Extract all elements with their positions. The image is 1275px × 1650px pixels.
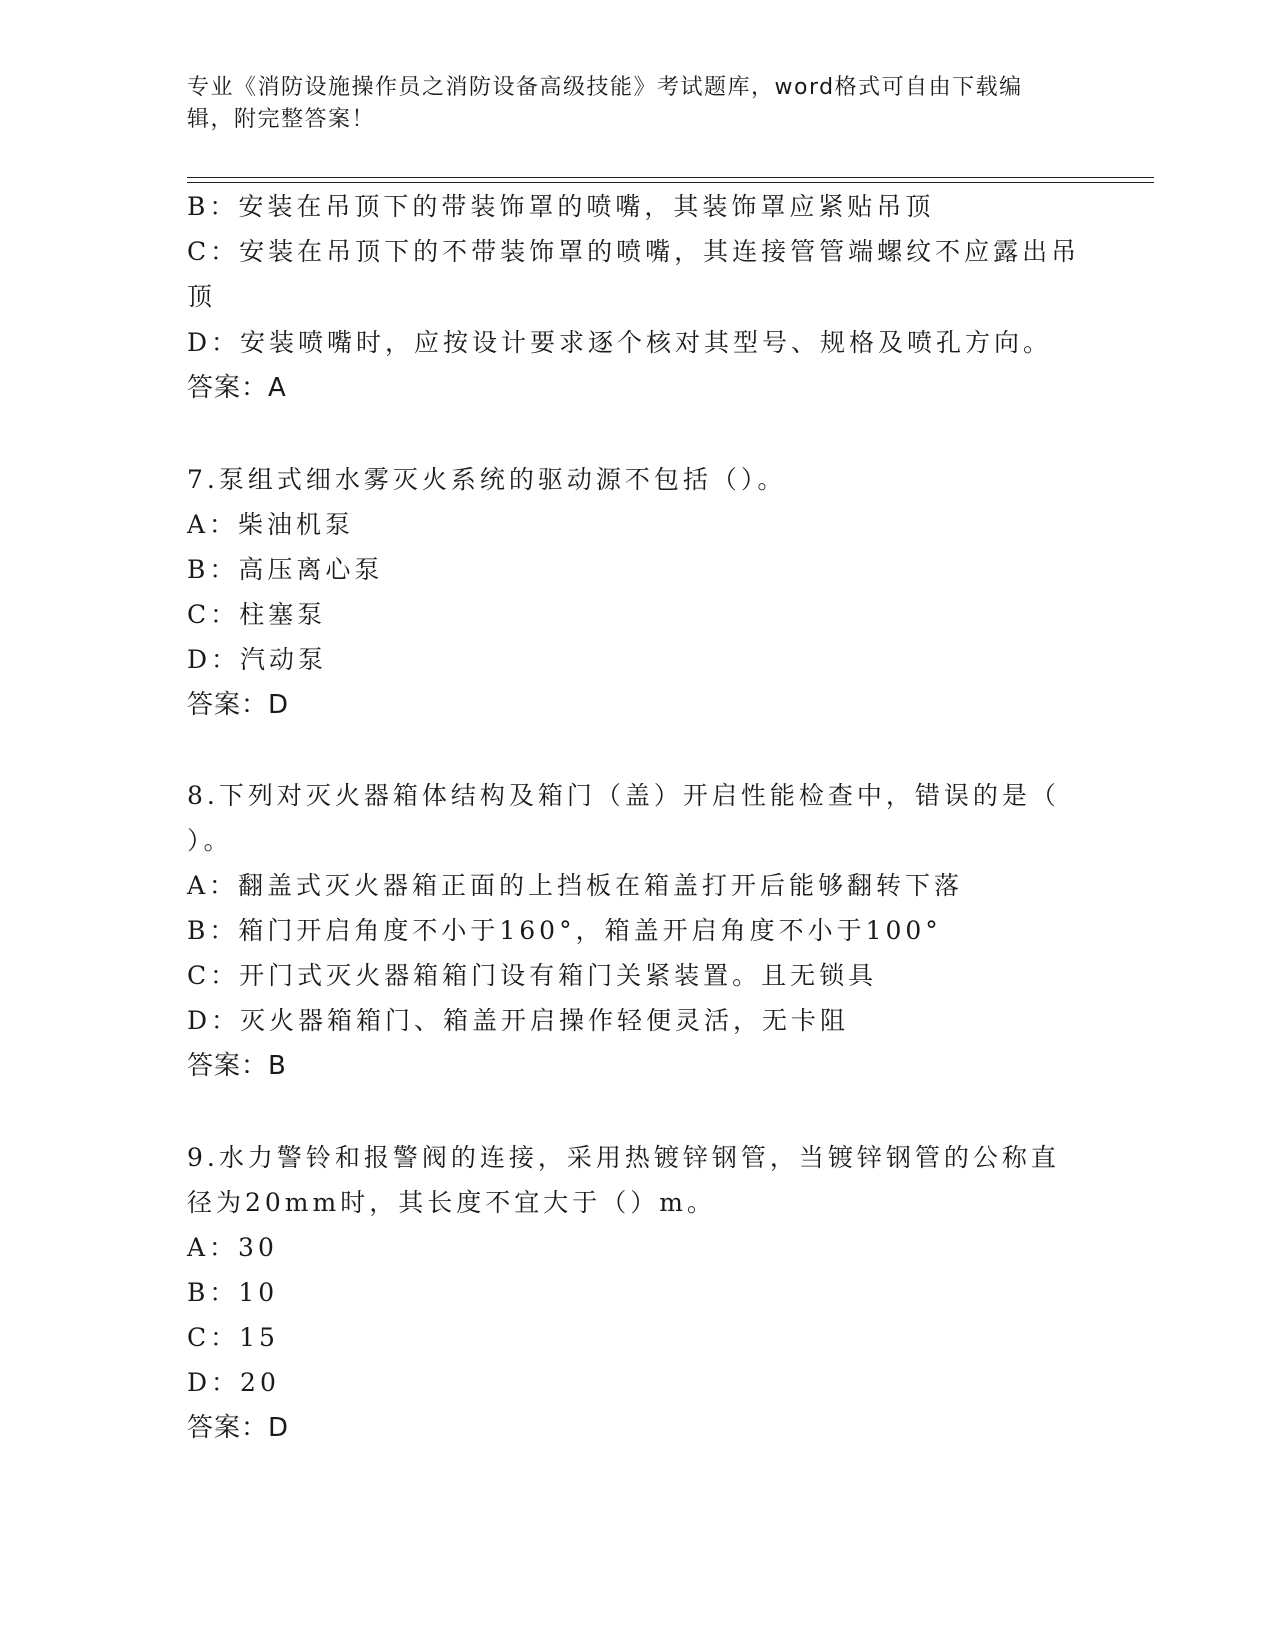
- q6-option-c-wrap: 顶: [187, 282, 217, 311]
- q9-question: 9.水力警铃和报警阀的连接，采用热镀锌钢管，当镀锌钢管的公称直: [187, 1143, 1060, 1172]
- q9-answer: 答案：D: [187, 1413, 290, 1443]
- q7-option-c: C：柱塞泵: [187, 600, 327, 629]
- q8-option-c: C：开门式灭火器箱箱门设有箱门关紧装置。且无锁具: [187, 961, 878, 990]
- q9-question-wrap: 径为20mm时，其长度不宜大于（）m。: [187, 1188, 716, 1217]
- header-rule-bottom: [187, 182, 1154, 183]
- q7-option-d: D：汽动泵: [187, 645, 328, 674]
- q6-answer: 答案：A: [187, 373, 287, 403]
- header-rule-top: [187, 177, 1154, 178]
- q8-answer: 答案：B: [187, 1051, 287, 1081]
- q7-option-a: A：柴油机泵: [187, 510, 355, 539]
- q9-option-d: D：20: [187, 1368, 280, 1397]
- q9-option-b: B：10: [187, 1278, 279, 1307]
- document-header: 专业《消防设施操作员之消防设备高级技能》考试题库，word格式可自由下载编辑，附完整答案！: [187, 75, 1023, 132]
- q9-option-c: C：15: [187, 1323, 279, 1352]
- q6-option-c: C：安装在吊顶下的不带装饰罩的喷嘴，其连接管管端螺纹不应露出吊: [187, 237, 1081, 266]
- q8-option-b: B：箱门开启角度不小于160°，箱盖开启角度不小于100°: [187, 916, 942, 945]
- q7-question: 7.泵组式细水雾灭火系统的驱动源不包括（）。: [187, 465, 787, 494]
- q8-option-a: A：翻盖式灭火器箱正面的上挡板在箱盖打开后能够翻转下落: [187, 871, 964, 900]
- q8-question: 8.下列对灭火器箱体结构及箱门（盖）开启性能检查中，错误的是（: [187, 781, 1060, 810]
- q7-answer: 答案：D: [187, 690, 290, 720]
- q8-option-d: D：灭火器箱箱门、箱盖开启操作轻便灵活，无卡阻: [187, 1006, 850, 1035]
- q7-option-b: B：高压离心泵: [187, 555, 384, 584]
- q8-question-wrap: ）。: [187, 826, 233, 855]
- q6-option-d: D：安装喷嘴时，应按设计要求逐个核对其型号、规格及喷孔方向。: [187, 328, 1053, 357]
- q6-option-b: B：安装在吊顶下的带装饰罩的喷嘴，其装饰罩应紧贴吊顶: [187, 192, 935, 221]
- q9-option-a: A：30: [187, 1233, 278, 1262]
